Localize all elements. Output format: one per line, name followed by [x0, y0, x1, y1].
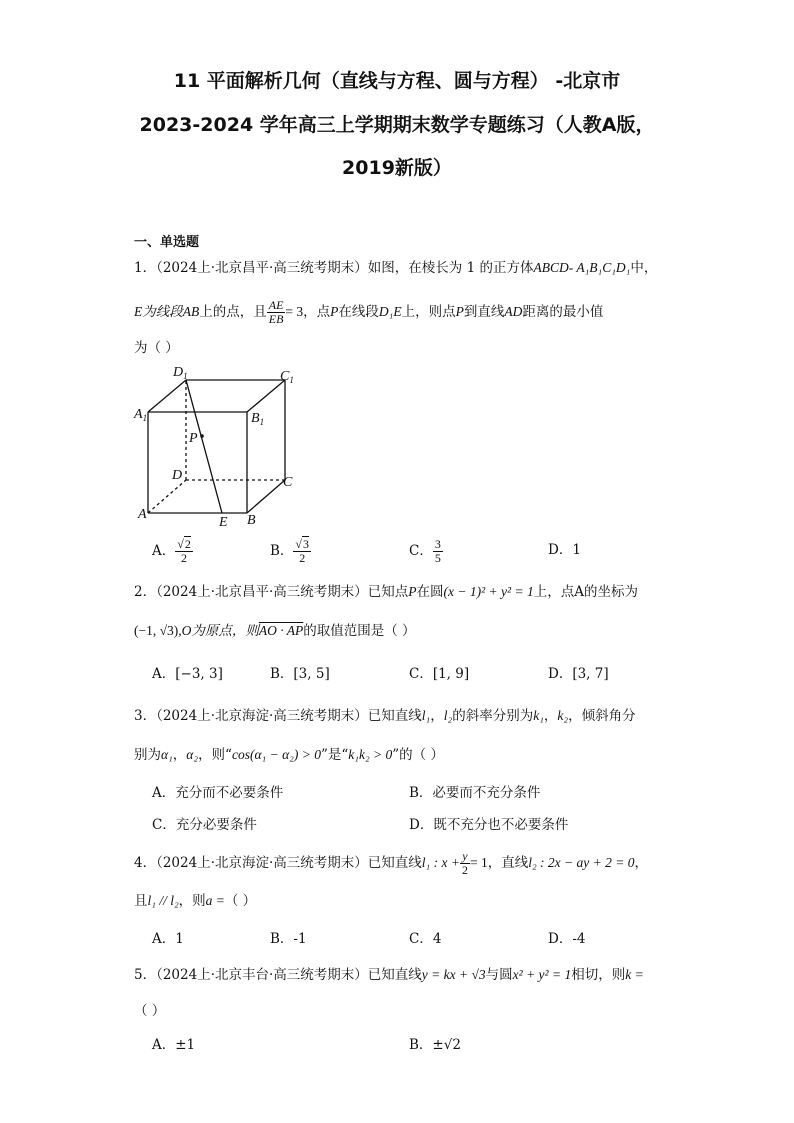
- q1-option-c-frac: [433, 538, 443, 565]
- q5-text-b: 与圆: [485, 967, 513, 983]
- q2-text-e: 的取值范围是（ ）: [303, 623, 416, 639]
- q1-line1: [134, 258, 657, 278]
- q2-text-c: 上，点A的坐标为: [533, 584, 638, 600]
- label-p: P: [189, 431, 198, 446]
- q3-number: 3．: [134, 708, 157, 724]
- q4-text-c: ，: [634, 855, 648, 871]
- q3-line2: [134, 745, 444, 765]
- q1-text-a: 如图，在棱长为 1 的正方体: [367, 260, 534, 276]
- q1-a-den: 2: [181, 551, 188, 565]
- q3-line2-c: ”是“: [320, 747, 349, 763]
- q3-l1: l₁: [421, 708, 431, 723]
- q1-frac-den: EB: [268, 312, 284, 326]
- q2-source: （2024上·北京昌平·高三统考期末）: [156, 584, 368, 600]
- q5-line-eq: y = kx + √3: [421, 967, 486, 982]
- q1-line2-f: 到直线: [463, 304, 505, 320]
- q4-a-eq: a =: [205, 893, 225, 908]
- q2-option-a[interactable]: A．[−3, 3]: [152, 666, 223, 682]
- q5-circle-eq: x² + y² = 1: [512, 967, 572, 982]
- q1-seg-ad: AD: [504, 304, 523, 319]
- q5-option-b[interactable]: B．±√2: [409, 1037, 461, 1053]
- q2-dot-product: AO · AP: [258, 623, 304, 638]
- q4-l1-eq-a: l₁ : x +: [421, 855, 460, 870]
- q1-line2-c: ，点: [303, 304, 331, 320]
- edge-a1-d1: [148, 380, 186, 412]
- q1-line2-e: 上，则点: [401, 304, 456, 320]
- q1-b-den: 2: [299, 551, 306, 565]
- q3-option-d[interactable]: D．既不充分也不必要条件: [409, 817, 569, 833]
- doc-title-line3: 2019新版）: [342, 157, 452, 179]
- q2-option-c[interactable]: C．[1, 9]: [409, 666, 470, 682]
- label-d: D: [172, 468, 183, 483]
- q1-line2-a: E为线段: [134, 304, 183, 319]
- q4-source: （2024上·北京海淀·高三统考期末）: [156, 855, 368, 871]
- q1-point-p: P: [330, 304, 339, 319]
- label-e: E: [219, 515, 228, 530]
- q1-cube-name: ABCD- A₁B₁C₁D₁: [533, 260, 631, 275]
- q3-option-b[interactable]: B．必要而不充分条件: [409, 785, 541, 801]
- q4-line2-a: 且: [134, 893, 148, 909]
- q4-line2: [134, 891, 256, 911]
- q2-text-d: ,O为原点，则: [178, 623, 259, 638]
- q4-number: 4．: [134, 855, 157, 871]
- q1-line2-b: 上的点，且: [199, 304, 267, 320]
- q1-c-num: 3: [434, 537, 441, 551]
- q1-option-c-label: C．: [409, 543, 433, 559]
- edge-b1-c1: [247, 380, 285, 412]
- q1-frac-num: AE: [268, 298, 284, 312]
- q1-line2: [134, 299, 603, 326]
- q1-c-den: 5: [434, 551, 441, 565]
- q3-line2-d: ”的（ ）: [392, 747, 444, 763]
- q1-option-d[interactable]: [548, 540, 581, 560]
- q4-l1-eq-b: = 1: [469, 855, 488, 870]
- q1-line2-d: 在线段: [338, 304, 379, 320]
- q3-text-b: 的斜率分别为: [452, 708, 534, 724]
- q1-ratio-fraction: [267, 299, 286, 326]
- q1-option-b-frac: $\frac{√3}{2}$: [295, 537, 310, 565]
- q3-k1: k₁: [533, 708, 544, 723]
- q1-line2-g: 距离的最小值: [522, 304, 604, 320]
- q2-coordinate: (−1, √3): [134, 623, 179, 638]
- q3-line2-b: ，则“: [198, 747, 232, 763]
- q1-seg-d1e: D₁E: [378, 304, 402, 319]
- q2-point-p: P: [408, 584, 417, 599]
- q1-ratio-value: = 3: [285, 304, 304, 319]
- q1-a-num: 2: [184, 537, 191, 551]
- q5-line1: [134, 965, 644, 985]
- q3-text-c: ，倾斜角分: [568, 708, 636, 724]
- q4-l1-frac: [460, 850, 470, 877]
- label-d1: $D_1$: [173, 365, 188, 381]
- doc-title-line1: 11 平面解析几何（直线与方程、圆与方程） -北京市: [173, 70, 621, 92]
- q1-option-d-label: D．: [548, 542, 573, 558]
- q3-option-c[interactable]: C．充分必要条件: [152, 817, 257, 833]
- q1-option-a-frac: $\frac{√2}{2}$: [177, 537, 191, 565]
- point-p-dot: [200, 434, 204, 438]
- q3-cond2: k₁k₂ > 0: [348, 747, 393, 762]
- q2-text-b: 在圆: [416, 584, 444, 600]
- q1-b-num: 3: [303, 537, 310, 551]
- q3-line2-a: 别为: [134, 747, 161, 763]
- q2-line2: [134, 621, 416, 641]
- q2-number: 2．: [134, 584, 157, 600]
- q2-circle-eq: (x − 1)² + y² = 1: [443, 584, 534, 599]
- q1-source: （2024上·北京昌平·高三统考期末）: [156, 260, 368, 276]
- label-b1: $B_1$: [251, 411, 265, 427]
- q3-sep-3: ，: [172, 747, 187, 763]
- segment-d1-e: [186, 380, 222, 513]
- q3-line1: [134, 706, 636, 726]
- label-a1: $A_1$: [134, 407, 148, 423]
- q1-option-b[interactable]: [270, 538, 311, 565]
- q5-k-eq: k =: [625, 967, 644, 982]
- q2-option-d[interactable]: D．[3, 7]: [548, 666, 609, 682]
- q3-cond1: cos(α₁ − α₂) > 0: [231, 747, 321, 762]
- q3-alpha2: α₂: [186, 747, 199, 762]
- q5-text-c: 相切，则: [571, 967, 626, 983]
- q5-option-a[interactable]: A．±1: [152, 1037, 196, 1053]
- q1-option-a[interactable]: [152, 538, 193, 565]
- q3-l2: l₂: [443, 708, 453, 723]
- q3-text-a: 已知直线: [367, 708, 422, 724]
- q4-option-d[interactable]: D．-4: [548, 931, 586, 947]
- hidden-edge-a-d: [148, 480, 186, 513]
- q4-l2-eq: l₂ : 2x − ay + 2 = 0: [528, 855, 635, 870]
- q1-option-c[interactable]: [409, 538, 443, 565]
- q3-sep: ，: [430, 708, 444, 724]
- doc-title-line2: 2023-2024 学年高三上学期期末数学专题练习（人教A版，: [139, 114, 655, 136]
- q1-option-d-value: 1: [572, 542, 581, 558]
- q4-line2-c: （ ）: [224, 893, 257, 909]
- q2-text-a: 已知点: [367, 584, 409, 600]
- q1-line3: 为（ ）: [134, 340, 179, 356]
- q1-option-b-label: B．: [270, 543, 294, 559]
- q3-option-a[interactable]: A．充分而不必要条件: [152, 785, 284, 801]
- q2-line1: [134, 582, 638, 602]
- label-b: B: [247, 513, 256, 528]
- label-a: A: [138, 507, 147, 522]
- q3-alpha1: α₁: [161, 747, 173, 762]
- label-c: C: [283, 475, 293, 490]
- q4-option-c[interactable]: C．4: [409, 931, 442, 947]
- q3-k2: k₂: [557, 708, 569, 723]
- q5-line2: （ ）: [134, 1003, 166, 1019]
- q1-seg-ab: AB: [182, 304, 200, 319]
- section-heading: 一、单选题: [134, 235, 200, 250]
- q5-number: 5．: [134, 967, 157, 983]
- q3-sep-2: ，: [543, 708, 558, 724]
- q4-text-a: 已知直线: [367, 855, 422, 871]
- q4-line2-b: ，则: [178, 893, 206, 909]
- q4-parallel: l₁ // l₂: [147, 893, 179, 908]
- q4-line1: [134, 850, 648, 877]
- q5-text-a: 已知直线: [367, 967, 422, 983]
- q3-source: （2024上·北京海淀·高三统考期末）: [156, 708, 368, 724]
- edge-b-c: [247, 480, 285, 513]
- q4-option-b[interactable]: B．-1: [270, 931, 307, 947]
- q2-option-b[interactable]: B．[3, 5]: [270, 666, 330, 682]
- q1-option-a-label: A．: [152, 543, 176, 559]
- q1-point-p-2: P: [455, 304, 464, 319]
- q4-text-b: ，直线: [487, 855, 529, 871]
- q1-number: 1．: [134, 260, 157, 276]
- q1-text-b: 中，: [630, 260, 658, 276]
- q4-frac-num: y: [460, 850, 470, 864]
- q5-source: （2024上·北京丰台·高三统考期末）: [156, 967, 368, 983]
- q4-option-a[interactable]: A．1: [152, 931, 184, 947]
- q1-cube-figure: [130, 362, 310, 532]
- label-c1: $C_1$: [280, 369, 294, 385]
- q4-frac-den: 2: [461, 863, 468, 877]
